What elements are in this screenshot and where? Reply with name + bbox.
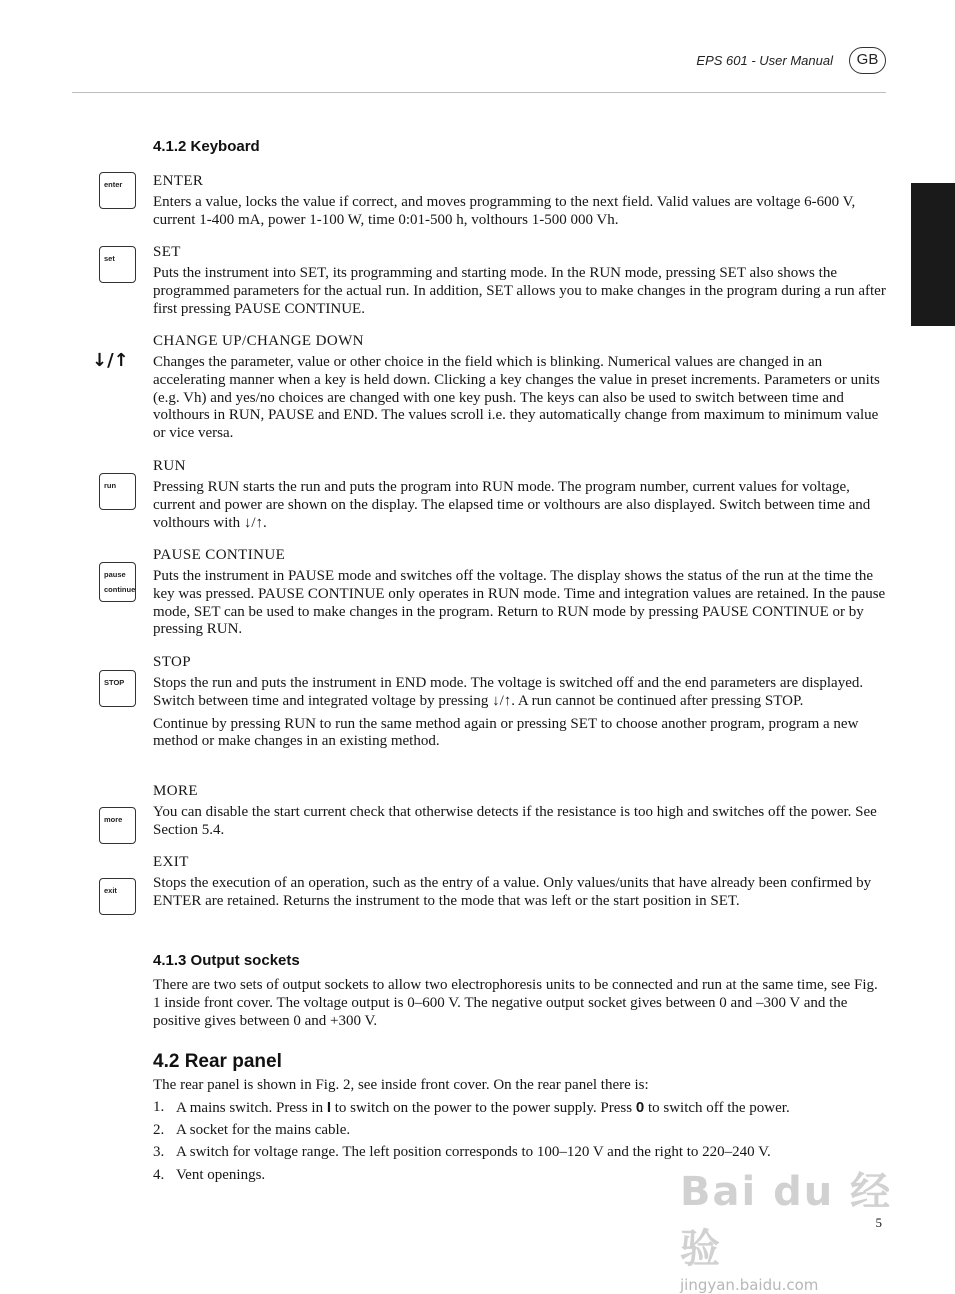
language-badge: GB [849, 47, 886, 74]
on-symbol: I [326, 1098, 332, 1116]
key-description [153, 194, 886, 230]
key-name: SET [153, 244, 181, 260]
key-description [153, 568, 886, 639]
key-description [153, 875, 886, 911]
set-key-label: set [104, 254, 115, 263]
section-heading-text: 4.1.2 Keyboard [153, 138, 260, 155]
list-item-text: A mains switch. Press in [176, 1099, 327, 1116]
stop-key-label: STOP [104, 678, 125, 687]
key-name: STOP [153, 654, 192, 670]
paragraph: Stops the run and puts the instrument in END mode. The voltage is switched off and the end parameters are displayed. Switch between time and integrated voltage by pressing ↓/↑. A run cannot be continued after pressing STOP. [153, 675, 864, 709]
chapter-thumb-tab [911, 183, 955, 326]
more-key-label: more [104, 815, 123, 824]
key-description [153, 479, 886, 532]
watermark-logo-text: Bai du 经验 [680, 1169, 893, 1272]
exit-key-icon [99, 878, 136, 915]
run-key-icon [99, 473, 136, 510]
list-item [153, 1122, 886, 1140]
key-entry-stop [153, 653, 886, 751]
pause-key-label: pause [104, 570, 126, 579]
key-entry-enter [153, 172, 886, 230]
section-body: There are two sets of output sockets to allow two electrophoresis units to be connected and run at the same time, see Fig. 1 inside front cover. The voltage output is 0–600 V. The negative output socket gives between 0 and –300 V and the positive gives between 0 and +300 V. [153, 977, 878, 1029]
list-item-text: to switch on the power to the power supply. Press [331, 1099, 636, 1116]
watermark-url: jingyan.baidu.com [680, 1276, 819, 1294]
enter-key-label: enter [104, 180, 123, 189]
paragraph: Stops the execution of an operation, such as the entry of a value. Only values/units that have already been confirmed by ENTER are retained. Returns the instrument to the mode that was left or the start position in SET. [153, 875, 872, 909]
key-entry-run [153, 457, 886, 532]
paragraph: Puts the instrument in PAUSE mode and switches off the voltage. The display shows the status of the run at the time the key was pressed. PAUSE CONTINUE only operates in RUN mode. Time and integration values are retained. In the pause mode, SET can be used to make changes in the program. Return to RUN mode by pressing PAUSE CONTINUE or by pressing RUN. [153, 568, 886, 638]
header-divider [72, 92, 886, 93]
key-name: MORE [153, 783, 198, 799]
section-intro: The rear panel is shown in Fig. 2, see inside front cover. On the rear panel there is: [153, 1077, 649, 1093]
section-heading-text: 4.2 Rear panel [153, 1051, 282, 1072]
key-description [153, 265, 886, 318]
list-item-number: 4. [153, 1166, 165, 1183]
paragraph: Changes the parameter, value or other choice in the field which is blinking. Numerical values are changed in an accelerating manner when a key is held down. Clicking a key changes the value in preset increments. Parameters or units (e.g. Vh) and yes/no choices are changed with one key push. The keys can also be used to switch between time and volthours in RUN, PAUSE and END. The values scroll i.e. they automatically change from maximum to minimum value or vice versa. [153, 354, 880, 442]
list-item-text: Vent openings. [176, 1166, 266, 1183]
change-up-down-arrows-icon: ↓/↑ [92, 350, 129, 371]
run-key-label: run [104, 481, 117, 490]
section-heading-keyboard [153, 138, 886, 156]
enter-key-icon [99, 172, 136, 209]
key-description [153, 354, 886, 443]
list-item-number: 2. [153, 1122, 165, 1139]
key-entry-change-up-down [153, 332, 886, 443]
section-output-sockets [153, 952, 886, 1030]
key-name: RUN [153, 458, 186, 474]
list-item-text: A socket for the mains cable. [176, 1122, 351, 1139]
off-symbol: 0 [635, 1098, 645, 1116]
stop-key-icon [99, 670, 136, 707]
paragraph: Puts the instrument into SET, its programming and starting mode. In the RUN mode, pressing SET also shows the programmed parameters for the actual run. In addition, SET allows you to make changes in the program during a run after first pressing PAUSE CONTINUE. [153, 265, 886, 317]
key-entry-set [153, 243, 886, 318]
exit-key-label: exit [104, 886, 117, 895]
baidu-watermark [680, 1160, 900, 1294]
page-number: 5 [875, 1215, 882, 1230]
list-item-number: 1. [153, 1098, 165, 1115]
key-entry-pause-continue [153, 546, 886, 639]
key-name: PAUSE CONTINUE [153, 547, 286, 563]
list-item-number: 3. [153, 1144, 165, 1161]
list-item-text: to switch off the power. [644, 1099, 790, 1116]
manual-title: EPS 601 - User Manual [696, 53, 833, 68]
pause-continue-key-icon [99, 562, 136, 602]
key-entry-more [153, 782, 886, 840]
paragraph: Enters a value, locks the value if correct, and moves programming to the next field. Valid values are voltage 6-600 V, current 1-400 mA, power 1-100 W, time 0:01-500 h, volthours 1-500 000 Vh. [153, 194, 856, 228]
paragraph: Pressing RUN starts the run and puts the program into RUN mode. The program number, current values for voltage, current and power are shown on the display. The elapsed time or volthours are also displayed. Switch between time and volthours with ↓/↑. [153, 479, 871, 531]
paragraph: You can disable the start current check that otherwise detects if the resistance is too high and switches off the power. See Section 5.4. [153, 804, 877, 838]
continue-key-label: continue [104, 585, 136, 594]
key-description [153, 675, 886, 751]
key-description [153, 804, 886, 840]
list-item [153, 1099, 886, 1118]
section-heading-text: 4.1.3 Output sockets [153, 952, 300, 969]
key-entry-exit [153, 853, 886, 911]
list-item-text: A switch for voltage range. The left position corresponds to 100–120 V and the right to 220–240 V. [176, 1144, 771, 1161]
more-key-icon [99, 807, 136, 844]
set-key-icon [99, 246, 136, 283]
key-name: EXIT [153, 854, 189, 870]
key-name: CHANGE UP/CHANGE DOWN [153, 333, 364, 349]
key-name: ENTER [153, 173, 204, 189]
paragraph: Continue by pressing RUN to run the same method again or pressing SET to choose another program, program a new method or make changes in an existing method. [153, 715, 859, 750]
